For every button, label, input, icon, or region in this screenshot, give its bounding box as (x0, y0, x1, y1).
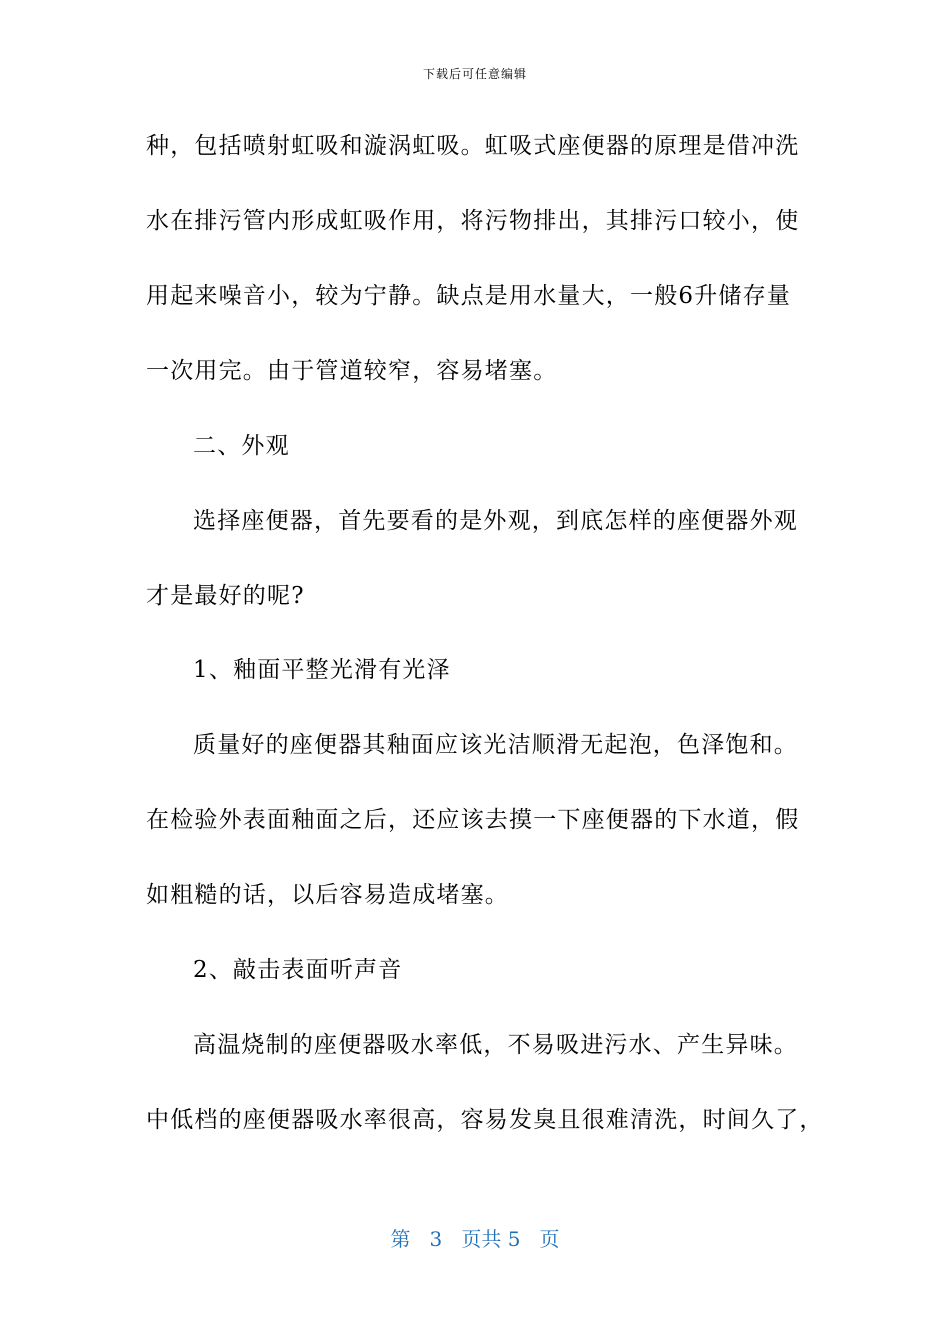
subsection-heading: 1、釉面平整光滑有光泽 (193, 657, 451, 683)
paragraph-line: 质量好的座便器其釉面应该光洁顺滑无起泡，色泽饱和。 (193, 732, 798, 758)
page-prefix: 第 (390, 1227, 411, 1251)
paragraph-line: 在检验外表面釉面之后，还应该去摸一下座便器的下水道，假 (146, 807, 800, 833)
paragraph-line: 水在排污管内形成虹吸作用，将污物排出，其排污口较小，使 (146, 208, 800, 234)
paragraph-line: 选择座便器，首先要看的是外观，到底怎样的座便器外观 (193, 508, 798, 534)
paragraph-line: 种，包括喷射虹吸和漩涡虹吸。虹吸式座便器的原理是借冲洗 (146, 133, 800, 159)
page-number: 3 (429, 1227, 443, 1251)
page-footer (0, 1226, 950, 1252)
paragraph-line: 才是最好的呢? (146, 583, 305, 609)
page-mid: 页共 (461, 1227, 502, 1251)
paragraph-line: 一次用完。由于管道较窄，容易堵塞。 (146, 358, 558, 384)
paragraph-line: 用起来噪音小，较为宁静。缺点是用水量大，一般6升储存量 (146, 283, 792, 309)
paragraph-line: 中低档的座便器吸水率很高，容易发臭且很难清洗，时间久了， (146, 1107, 824, 1133)
page-total: 5 (507, 1227, 521, 1251)
page-suffix: 页 (539, 1227, 560, 1251)
paragraph-line: 高温烧制的座便器吸水率低，不易吸进污水、产生异味。 (193, 1032, 798, 1058)
subsection-heading: 2、敲击表面听声音 (193, 957, 403, 983)
paragraph-line: 如粗糙的话，以后容易造成堵塞。 (146, 882, 509, 908)
page-header: 下载后可任意编辑 (422, 67, 527, 81)
section-heading: 二、外观 (193, 433, 290, 459)
